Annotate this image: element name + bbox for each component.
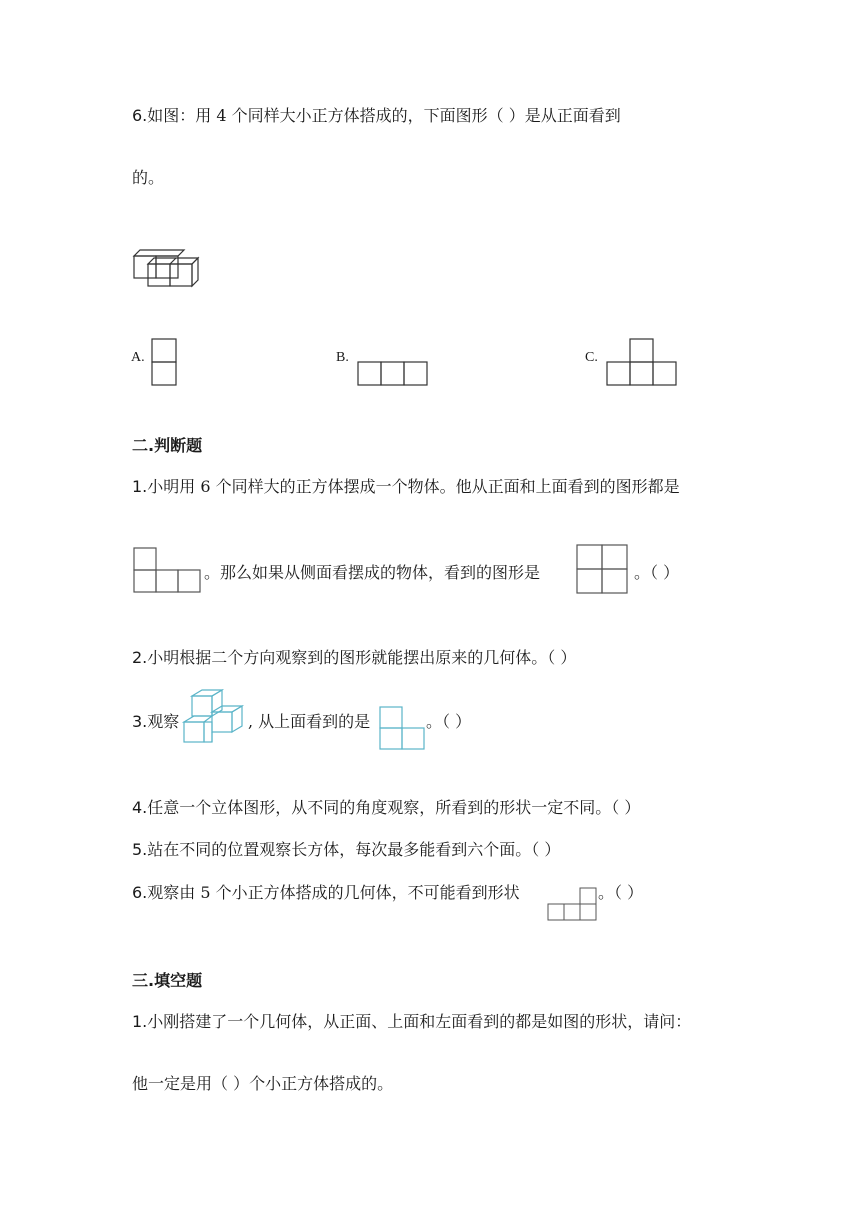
s2-item3-text-b: , 从上面看到的是: [248, 712, 371, 731]
q6-option-a-figure: [151, 338, 177, 386]
s2-item3-text-c: 。（ ）: [426, 712, 472, 731]
s3-item1-number: 1.: [132, 1012, 148, 1031]
section3-title: 三.填空题: [132, 971, 203, 990]
q6-cube-figure: [132, 248, 202, 290]
s2-item6-text-b: 。（ ）: [598, 883, 644, 902]
s2-item1-figure-side: [575, 543, 629, 595]
q6-line1: [132, 106, 621, 126]
q6-option-c-figure: [606, 338, 678, 386]
q6-option-c-label: C.: [585, 350, 598, 365]
s3-item1-text-line1: 小刚搭建了一个几何体，从正面、上面和左面看到的都是如图的形状，请问：: [147, 1012, 692, 1031]
s2-item5: [132, 840, 560, 860]
q6-number: 6.: [132, 106, 148, 125]
s2-item2: [132, 648, 576, 668]
section2-title: 二.判断题: [132, 436, 203, 455]
s2-item2-text: 小明根据二个方向观察到的图形就能摆出原来的几何体。（ ）: [147, 648, 577, 667]
s2-item3-prefix: [132, 712, 179, 732]
s2-item6-shape-figure: [547, 886, 599, 922]
s2-item3-top-view-figure: [378, 705, 426, 751]
s2-item1-line1: [132, 477, 680, 497]
q6-line2: 的。: [132, 168, 165, 187]
s2-item4: [132, 798, 640, 818]
s3-item1-line1: [132, 1012, 691, 1032]
s2-item1-figure-front-top: [132, 546, 204, 594]
s2-item5-text: 站在不同的位置观察长方体，每次最多能看到六个面。（ ）: [147, 840, 561, 859]
s2-item2-number: 2.: [132, 648, 148, 667]
s2-item1-number: 1.: [132, 477, 148, 496]
s2-item6: [132, 883, 520, 903]
s2-item6-number: 6.: [132, 883, 148, 902]
q6-text-line1: 如图：用 4 个同样大小正方体搭成的，下面图形（ ）是从正面看到: [147, 106, 621, 125]
s2-item5-number: 5.: [132, 840, 148, 859]
s2-item4-text: 任意一个立体图形，从不同的角度观察，所看到的形状一定不同。（ ）: [147, 798, 641, 817]
q6-option-b-label: B.: [336, 350, 349, 365]
q6-option-b-figure: [357, 361, 429, 387]
s2-item3-text-a: 观察: [147, 712, 180, 731]
s2-item1-text-c: 。（ ）: [634, 563, 680, 582]
s2-item3-number: 3.: [132, 712, 148, 731]
s3-item1-line2: 他一定是用（ ）个小正方体搭成的。: [132, 1074, 394, 1093]
s2-item4-number: 4.: [132, 798, 148, 817]
s2-item6-text-a: 观察由 5 个小正方体搭成的几何体，不可能看到形状: [147, 883, 520, 902]
s2-item1-text-a: 小明用 6 个同样大的正方体摆成一个物体。他从正面和上面看到的图形都是: [147, 477, 680, 496]
s2-item1-line2-text-b: 。那么如果从侧面看摆成的物体，看到的图形是: [204, 563, 541, 582]
q6-option-a-label: A.: [131, 350, 145, 365]
s2-item3-cube-figure: [182, 688, 246, 748]
